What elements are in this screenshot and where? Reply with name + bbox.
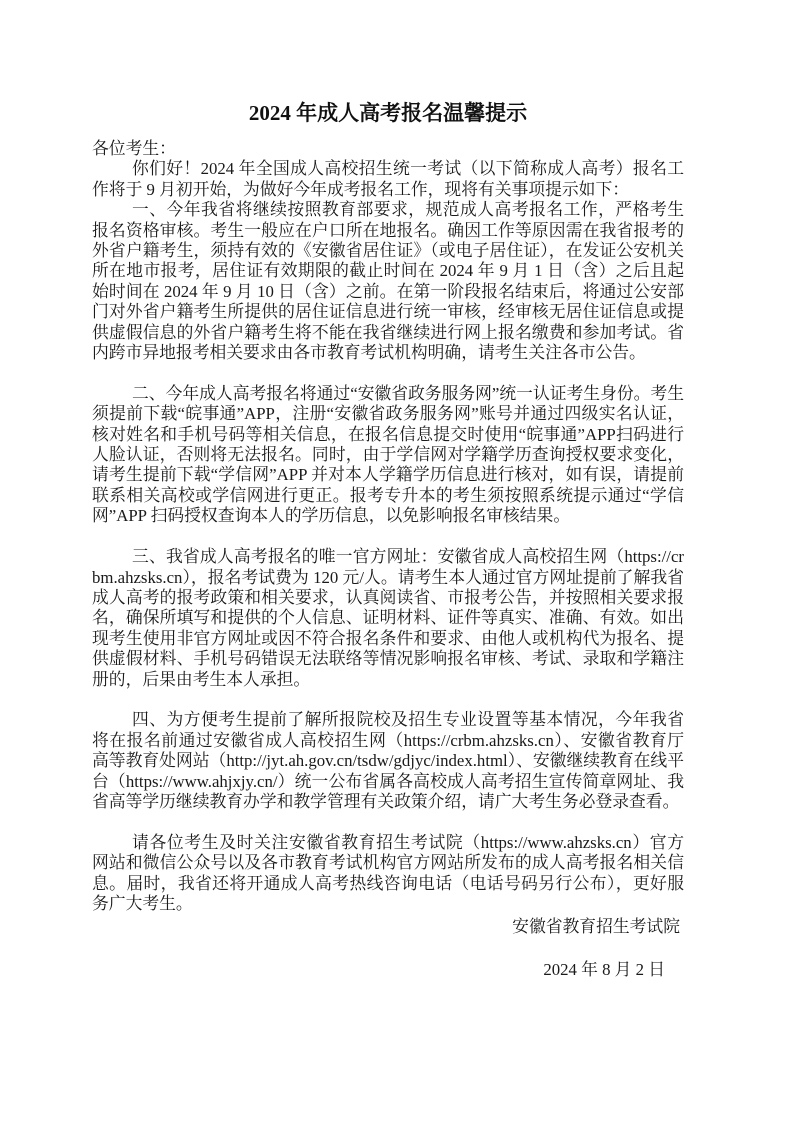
paragraph-5: 请各位考生及时关注安徽省教育招生考试院（https://www.ahzsks.cn）官方网站和微信公众号以及各市教育考试机构官方网站所发布的成人高考报名相关信息。届时，我省还将开通成人高考热线咨询电话（电话号码另行公布），更好服务广大考生。 [92, 832, 684, 913]
paragraph-3: 三、我省成人高考报名的唯一官方网址：安徽省成人高校招生网（https://crbm.ahzsks.cn），报名考试费为 120 元/人。请考生本人通过官方网址提前了解我省成人高考的报考政策和相关要求，认真阅读省、市报考公告，并按照相关要求报名，确保所填写和提供的个人信息、证明材料、证件等真实、准确、有效。如出现考生使用非官方网址或因不符合报名条件和要求、由他人或机构代为报名、提供虚假材料、手机号码错误无法联络等情况影响报名审核、考试、录取和学籍注册的，后果由考生本人承担。 [92, 547, 684, 689]
document-title: 2024 年成人高考报名温馨提示 [248, 101, 528, 125]
date-line: 2024 年 8 月 2 日 [543, 959, 665, 979]
paragraph-1: 一、今年我省将继续按照教育部要求，规范成人高考报名工作，严格考生报名资格审核。考生一般应在户口所在地报名。确因工作等原因需在我省报考的外省户籍考生，须持有效的《安徽省居住证》（或电子居住证），在发证公安机关所在地市报考，居住证有效期限的截止时间在 2024 年 9 月 1 日（含）之后且起始时间在 2024 年 9 月 10 日（含）之前。在第一阶段报名结束后，将通过公安部门对外省户籍考生所提供的居住证信息进行统一审核，经审核无居住证信息或提供虚假信息的外省户籍考生将不能在我省继续进行网上报名缴费和参加考试。省内跨市异地报考相关要求由各市教育考试机构明确，请考生关注各市公告。 [92, 200, 684, 363]
signature: 安徽省教育招生考试院 [512, 917, 680, 937]
paragraph-2: 二、今年成人高考报名将通过“安徽省政务服务网”统一认证考生身份。考生须提前下载“皖事通”APP，注册“安徽省政务服务网”账号并通过四级实名认证，核对姓名和手机号码等相关信息，在报名信息提交时使用“皖事通”APP扫码进行人脸认证，否则将无法报名。同时，由于学信网对学籍学历查询授权要求变化，请考生提前下载“学信网”APP 并对本人学籍学历信息进行核对，如有误，请提前联系相关高校或学信网进行更正。报考专升本的考生须按照系统提示通过“学信网”APP 扫码授权查询本人的学历信息，以免影响报名审核结果。 [92, 383, 684, 526]
paragraph-4: 四、为方便考生提前了解所报院校及招生专业设置等基本情况，今年我省将在报名前通过安徽省成人高校招生网（https://crbm.ahzsks.cn）、安徽省教育厅高等教育处网站（http://jyt.ah.gov.cn/tsdw/gdjyc/index.html）、安徽继续教育在线平台（https://www.ahjxjy.cn/）统一公布省属各高校成人高考招生宣传简章网址、我省高等学历继续教育办学和教学管理有关政策介绍，请广大考生务必登录查看。 [92, 710, 684, 811]
document-content [92, 100, 684, 980]
paragraph-intro: 你们好！2024 年全国成人高校招生统一考试（以下简称成人高考）报名工作将于 9 月初开始，为做好今年成考报名工作，现将有关事项提示如下： [92, 159, 684, 199]
salutation: 各位考生： [92, 139, 176, 158]
